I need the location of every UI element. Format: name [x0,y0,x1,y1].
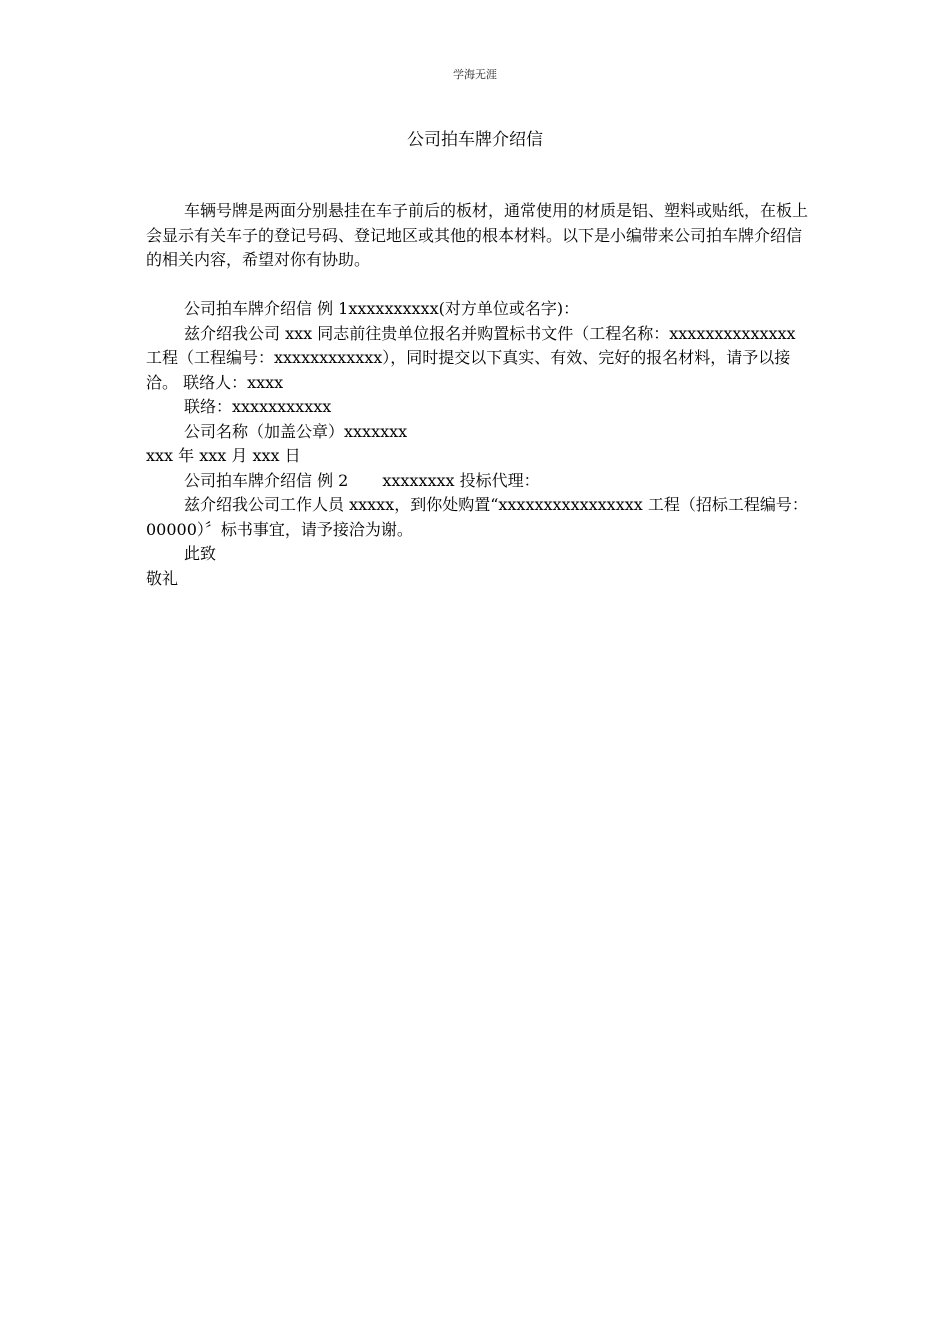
intro-paragraph: 车辆号牌是两面分别悬挂在车子前后的板材，通常使用的材质是铝、塑料或贴纸，在板上会显示有关车子的登记号码、登记地区或其他的根本材料。以下是小编带来公司拍车牌介绍信的相关内容，希望对你有协助。 [146,201,809,269]
example2-heading [146,469,808,494]
document-body [146,199,808,591]
closing-regards: 敬礼 [146,568,179,588]
paragraph-gap [146,273,808,298]
example2-body: 兹介绍我公司工作人员 xxxxx，到你处购置“xxxxxxxxxxxxxxxx 工程（招标工程编号：00000）〞标书事宜，请予接洽为谢。 [146,495,808,539]
document-title: 公司拍车牌介绍信 [407,130,543,150]
example1-contact: 联络：xxxxxxxxxxx [184,397,332,416]
closing-salutation: 此致 [184,544,217,563]
example1-heading: 公司拍车牌介绍信 例 1xxxxxxxxxx(对方单位或名字)： [184,299,580,318]
example1-body: 兹介绍我公司 xxx 同志前往贵单位报名并购置标书文件（工程名称：xxxxxxxxxxxxxx 工程（工程编号：xxxxxxxxxxxx），同时提交以下真实、有效、完好的报名材料，请予以接洽。 联络人：xxxx [146,323,796,392]
example2-heading-left: 公司拍车牌介绍信 例 2 [184,470,349,490]
example1-date: xxx 年 xxx 月 xxx 日 [146,446,301,465]
example2-heading-right: xxxxxxxx 投标代理： [382,470,540,490]
page-header: 学海无涯 [453,68,497,81]
example1-company: 公司名称（加盖公章）xxxxxxx [184,421,408,441]
